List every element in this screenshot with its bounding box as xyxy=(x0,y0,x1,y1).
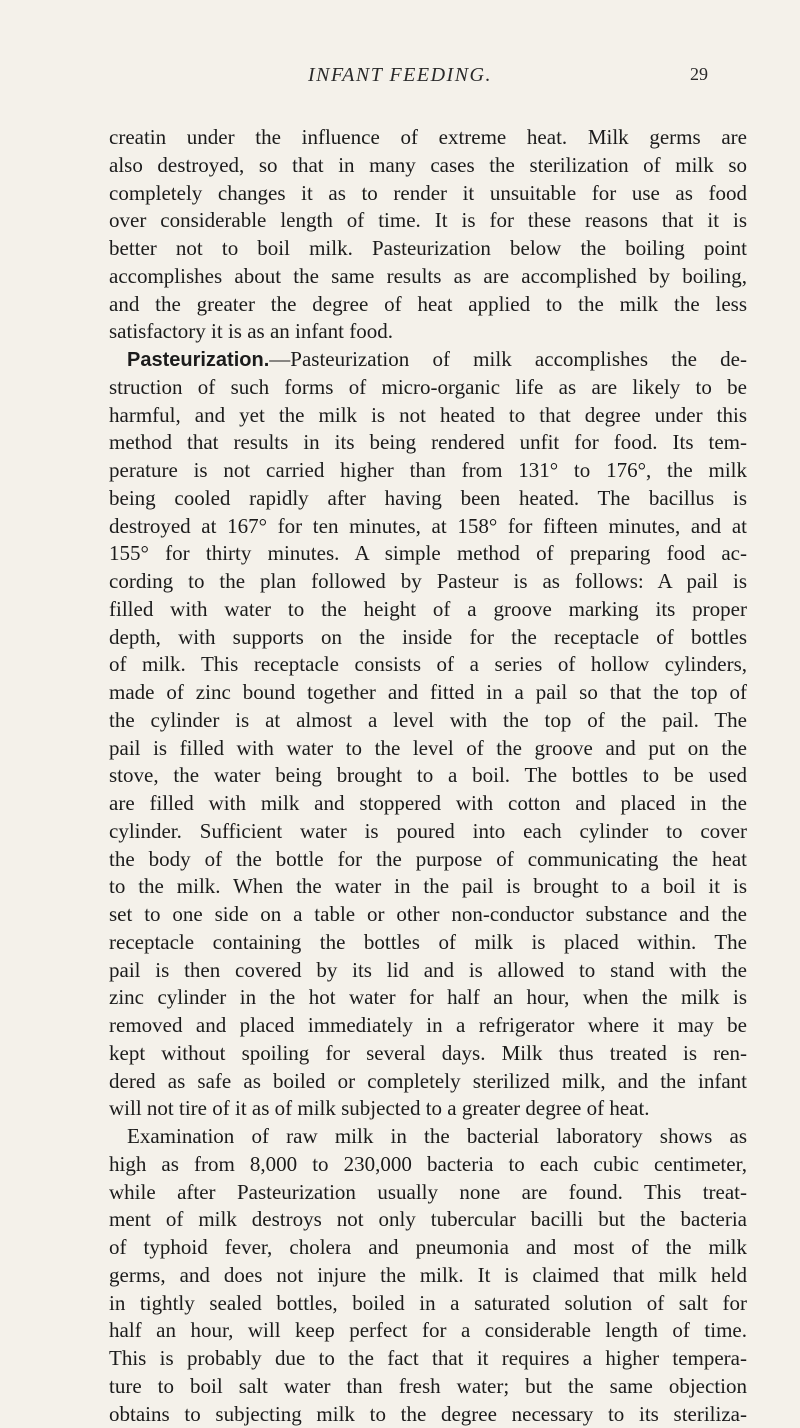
text-line: are filled with milk and stoppered with cotton and placed in the xyxy=(109,790,747,818)
text-line: ture to boil salt water than fresh water; but the same objection xyxy=(109,1373,747,1401)
text-line: pail is then covered by its lid and is allowed to stand with the xyxy=(109,957,747,985)
text-line: obtains to subjecting milk to the degree necessary to its steriliza- xyxy=(109,1401,747,1428)
body-text xyxy=(109,124,747,1428)
text-line: of milk. This receptacle consists of a series of hollow cylinders, xyxy=(109,651,747,679)
text-line: removed and placed immediately in a refrigerator where it may be xyxy=(109,1012,747,1040)
text-line: harmful, and yet the milk is not heated to that degree under this xyxy=(109,402,747,430)
text-line: being cooled rapidly after having been heated. The bacillus is xyxy=(109,485,747,513)
text-line: method that results in its being rendered unfit for food. Its tem- xyxy=(109,429,747,457)
text-line: also destroyed, so that in many cases the sterilization of milk so xyxy=(109,152,747,180)
text-line: kept without spoiling for several days. Milk thus treated is ren- xyxy=(109,1040,747,1068)
text-line: dered as safe as boiled or completely sterilized milk, and the infant xyxy=(109,1068,747,1096)
text-line: over considerable length of time. It is for these reasons that it is xyxy=(109,207,747,235)
running-head xyxy=(0,64,800,94)
text-line: perature is not carried higher than from 131° to 176°, the milk xyxy=(109,457,747,485)
section-heading: Pasteurization. xyxy=(127,349,269,371)
text-line: while after Pasteurization usually none are found. This treat- xyxy=(109,1179,747,1207)
text-line: 155° for thirty minutes. A simple method of preparing food ac- xyxy=(109,540,747,568)
text-line: high as from 8,000 to 230,000 bacteria to each cubic centimeter, xyxy=(109,1151,747,1179)
text-line: set to one side on a table or other non-conductor substance and the xyxy=(109,901,747,929)
text-line: completely changes it as to render it unsuitable for use as food xyxy=(109,180,747,208)
text-line: cylinder. Sufficient water is poured into each cylinder to cover xyxy=(109,818,747,846)
text-line: depth, with supports on the inside for the receptacle of bottles xyxy=(109,624,747,652)
text-line: receptacle containing the bottles of milk is placed within. The xyxy=(109,929,747,957)
text-line: creatin under the influence of extreme heat. Milk germs are xyxy=(109,124,747,152)
text-line: germs, and does not injure the milk. It is claimed that milk held xyxy=(109,1262,747,1290)
text-line: of typhoid fever, cholera and pneumonia and most of the milk xyxy=(109,1234,747,1262)
text-line: destroyed at 167° for ten minutes, at 158° for fifteen minutes, and at xyxy=(109,513,747,541)
text-line: stove, the water being brought to a boil. The bottles to be used xyxy=(109,762,747,790)
text-line: cording to the plan followed by Pasteur is as follows: A pail is xyxy=(109,568,747,596)
text-line: made of zinc bound together and fitted in a pail so that the top of xyxy=(109,679,747,707)
text-line: half an hour, will keep perfect for a considerable length of time. xyxy=(109,1317,747,1345)
text-line: Examination of raw milk in the bacterial laboratory shows as xyxy=(109,1123,747,1151)
text-line: zinc cylinder in the hot water for half an hour, when the milk is xyxy=(109,984,747,1012)
text-line: filled with water to the height of a groove marking its proper xyxy=(109,596,747,624)
text-line: ment of milk destroys not only tubercular bacilli but the bacteria xyxy=(109,1206,747,1234)
text-line: better not to boil milk. Pasteurization below the boiling point xyxy=(109,235,747,263)
text-line: accomplishes about the same results as are accomplished by boiling, xyxy=(109,263,747,291)
text-line: to the milk. When the water in the pail is brought to a boil it is xyxy=(109,873,747,901)
text-line: in tightly sealed bottles, boiled in a saturated solution of salt for xyxy=(109,1290,747,1318)
text-line: This is probably due to the fact that it requires a higher tempera- xyxy=(109,1345,747,1373)
text-line: struction of such forms of micro-organic life as are likely to be xyxy=(109,374,747,402)
page-number: 29 xyxy=(690,64,708,85)
text-line: the cylinder is at almost a level with the top of the pail. The xyxy=(109,707,747,735)
text-line: pail is filled with water to the level of the groove and put on the xyxy=(109,735,747,763)
section-heading-line xyxy=(109,346,747,374)
text-line: satisfactory it is as an infant food. xyxy=(109,318,747,346)
running-title: INFANT FEEDING. xyxy=(0,64,800,87)
text-line: will not tire of it as of milk subjected to a greater degree of heat. xyxy=(109,1095,747,1123)
section-heading-rest: —Pasteurization of milk accomplishes the de- xyxy=(269,347,747,371)
text-line: the body of the bottle for the purpose of communicating the heat xyxy=(109,846,747,874)
text-line: and the greater the degree of heat applied to the milk the less xyxy=(109,291,747,319)
